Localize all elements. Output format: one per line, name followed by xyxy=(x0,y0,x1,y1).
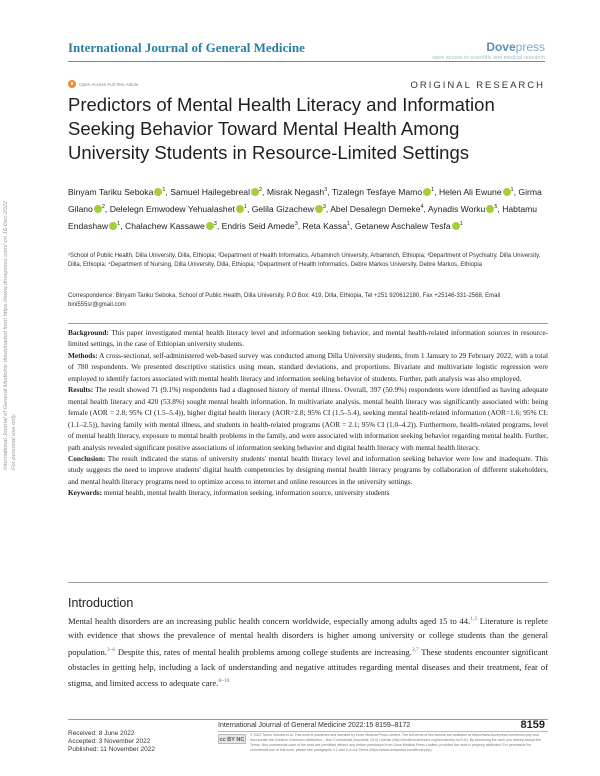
download-watermark xyxy=(2,201,18,470)
abstract-background: Background: This paper investigated mental health literacy level and information seeking behavior, and mental health-related information sources in resource-limited settings, in the case of Ethiopian university students. xyxy=(68,328,548,349)
orcid-icon[interactable] xyxy=(315,205,323,213)
article-dates xyxy=(68,730,155,754)
journal-name: International Journal of General Medicine xyxy=(68,40,305,55)
citation-link[interactable]: 3–6 xyxy=(106,647,116,654)
publisher-logo xyxy=(486,40,545,54)
footer-citation: International Journal of General Medicine 2022:15 8159–8172 xyxy=(218,722,411,729)
abstract xyxy=(68,327,548,499)
header-divider xyxy=(68,61,545,62)
open-access-icon xyxy=(68,80,76,88)
author[interactable]: Samuel Hailegebreal $^2$, xyxy=(170,186,267,197)
section-label: ORIGINAL RESEARCH xyxy=(410,80,545,91)
abstract-keywords: Keywords: mental health, mental health literacy, information seeking, information source, university students xyxy=(68,488,390,498)
author[interactable]: Helen Ali Ewune $^1$, xyxy=(438,186,519,197)
orcid-icon[interactable] xyxy=(423,188,431,196)
received-date: Received: 8 June 2022 xyxy=(68,730,135,737)
orcid-icon[interactable] xyxy=(206,222,214,230)
orcid-icon[interactable] xyxy=(251,188,259,196)
abstract-conclusion: Conclusion: The result indicated the status of university students' mental health literacy level and information seeking behavior were low and inadequate. This study suggests the need to improve students' digital health competencies by designing mental health literacy programs by collaboration of different stakeholders, and mental health literacy programs need to optimize access to internet and online resources in the university settings. xyxy=(68,453,548,486)
license-text: © 2022 Tariku Seboka et al. This work is published and licensed by Dove Medical Press Limited. The full terms of this license are available at https://www.dovepress.com/terms.php and incorporate the Creative Commons Attribution – Non Commercial (unported, v3.0) License (http://creativecommons.org/licenses/by-nc/3.0/). By accessing the work you hereby accept the Terms. Non-commercial uses of the work are permitted without any further permission from Dove Medical Press Limited, provided the work is properly attributed. For permission for commercial use of this work, please see paragraphs 4.2 and 5 of our Terms (https://www.dovepress.com/terms.php). xyxy=(250,733,541,752)
orcid-icon[interactable] xyxy=(109,222,117,230)
author[interactable]: Delelegn Emwodew Yehualashet $^1$, xyxy=(109,203,252,214)
page-number: 8159 xyxy=(520,719,545,731)
citation-link[interactable]: 8–10 xyxy=(218,678,230,685)
author[interactable]: Getanew Aschalew Tesfa $^1$ xyxy=(354,220,463,231)
abstract-bottom-divider xyxy=(68,582,548,583)
orcid-icon[interactable] xyxy=(503,188,511,196)
article-title: Predictors of Mental Health Literacy and Information Seeking Behavior Toward Mental Health Among University Students in Resource-Limited Settings xyxy=(68,94,495,163)
author[interactable]: Aynadis Worku $^5$, xyxy=(427,203,503,214)
accepted-date: Accepted: 3 November 2022 xyxy=(68,738,151,745)
watermark-line: For personal use only. xyxy=(11,413,17,470)
abstract-methods: Methods: A cross-sectional, self-administered web-based survey was conducted among Dilla University students, from 1 January to 29 February 2022, with a total of 780 respondents. We presented descriptive statistics using mean, standard deviations, and proportions. Bivariate and multivariate logistic regression were employed to identify factors associated with mental health literacy and information seeking behavior of students. Further, path analysis was also employed. xyxy=(68,350,548,383)
orcid-icon[interactable] xyxy=(452,222,460,230)
brand-suffix: press xyxy=(515,40,545,54)
abstract-results: Results: The result showed 71 (9.1%) respondents had a diagnosed history of mental illness. Overall, 397 (50.9%) respondents were identified as having adequate mental health literacy and 420 (53.8%) sought mental health information. In multivariate analysis, mental health literacy was significantly associated with: being female (AOR = 2.8; 95% CI (1.5–5.4)), higher digital health literacy (AOR=2.8; 95% CI (1.5–5.4), seeking mental health-related information (AOR=1.6; 95% CI: (1.1–2.5)), having family with mental illness, and students in health-related programs (AOR = 2.1; 95% CI (1.0–4.2)). Furthermore, health-related programs, level of mental health literacy, exposure to mental health problems in the family, and were associated with information seeking behavior regarding mental health. Further, path analysis revealed significant positive associations of information seeking behavior and digital health literacy with mental health literacy. xyxy=(68,385,548,452)
author[interactable]: Reta Kassa$^1$, xyxy=(302,220,355,231)
citation-link[interactable]: 3,7 xyxy=(411,647,419,654)
section-heading-introduction: Introduction xyxy=(68,596,134,610)
introduction-paragraph: Mental health disorders are an increasing public health concern worldwide, especially among adults aged 15 to 44.$^{1,2}$ Literature is replete with evidence that shows the prevalence of mental health disorders is higher among university or college students than the general population.$^{3-6}$ Despite this, rates of mental health problems among college students are increasing.$^{3,7}$ These students encounter significant obstacles in getting help, including a lack of understanding and negative attitudes regarding mental diseases and their treatment, fear of stigma, and limited access to adequate care.$^{8-10}$ xyxy=(68,615,549,688)
brand-main: Dove xyxy=(486,40,516,54)
abstract-top-divider xyxy=(68,323,548,324)
publisher-tagline: open access to scientific and medical research xyxy=(432,55,545,61)
orcid-icon[interactable] xyxy=(236,205,244,213)
author-list xyxy=(68,183,548,234)
author[interactable]: Girma Gilano $^2$, xyxy=(68,186,542,214)
footer-subdivider xyxy=(218,731,548,732)
author[interactable]: Gelila Gizachew $^3$, xyxy=(251,203,331,214)
author[interactable]: Misrak Negash$^3$, xyxy=(266,186,332,197)
correspondence: Correspondence: Binyam Tariku Seboka, School of Public Health, Dilla University, P.O Box: 419, Dilla, Ethiopia, Tel +251 920612180, Fax +25146-331-2568, Email bini555sr@gmail.com xyxy=(68,293,501,308)
author[interactable]: Binyam Tariku Seboka $^1$, xyxy=(68,186,171,197)
author[interactable]: Chalachew Kassawe $^3$, xyxy=(124,220,222,231)
cc-license-icon[interactable]: cc BY NC xyxy=(218,734,246,744)
citation-link[interactable]: 1,2 xyxy=(470,616,478,622)
author[interactable]: Tizalegn Tesfaye Mamo $^1$, xyxy=(331,186,439,197)
orcid-icon[interactable] xyxy=(94,205,102,213)
published-date: Published: 11 November 2022 xyxy=(68,746,155,753)
author[interactable]: Abel Desalegn Demeke$^4$, xyxy=(330,203,428,214)
author[interactable]: Habtamu Endashaw $^1$, xyxy=(68,203,538,231)
open-access-text: Open Access Full Text Article xyxy=(79,81,139,87)
open-access-label xyxy=(68,80,138,88)
watermark-line: International Journal of General Medicine downloaded from https://www.dovepress.com/ on 16-Dec-2022 xyxy=(3,200,9,470)
author[interactable]: Endris Seid Amede$^3$, xyxy=(221,220,303,231)
affiliations: ¹School of Public Health, Dilla University, Dilla, Ethiopia; ²Department of Health Informatics, Arbaminch University, Arbaminch, Ethiopia; ³Department of Psychiatry, Dilla University, Dilla, Ethiopia; ⁴Department of Nursing, Dilla University, Dilla, Ethiopia; ⁵Department of Health Informatics, Debre Markos University, Debre Markos, Ethiopia xyxy=(68,253,541,268)
footer-divider xyxy=(68,719,548,720)
